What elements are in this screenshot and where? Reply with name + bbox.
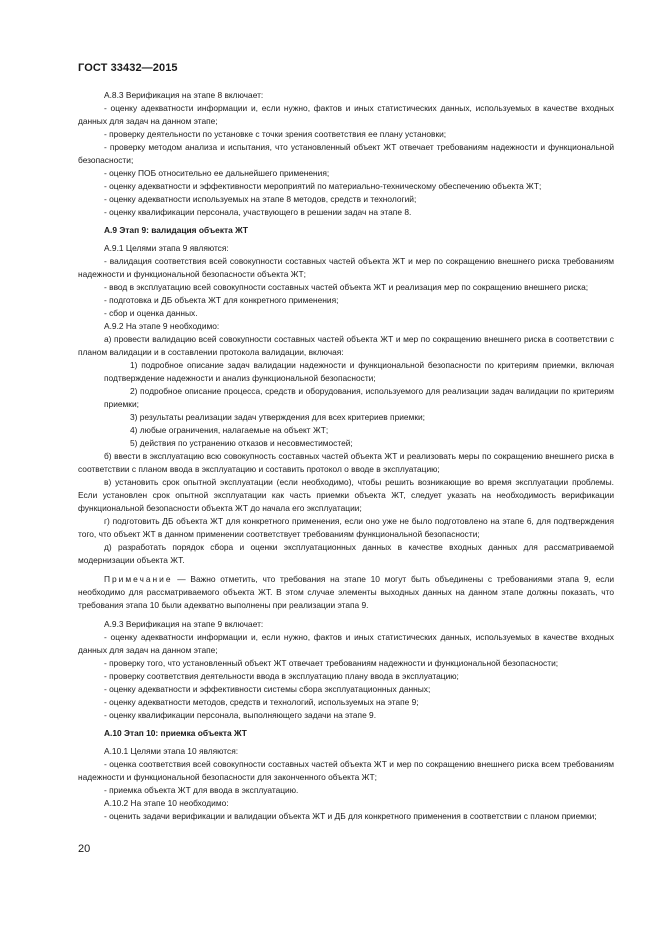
paragraph: А.10.1 Целями этапа 10 являются:	[104, 746, 239, 756]
paragraph: - проверку соответствия деятельности ввода в эксплуатацию плану ввода в эксплуатацию;	[104, 671, 459, 681]
paragraph: - оценку адекватности используемых на этапе 8 методов, средств и технологий;	[104, 194, 417, 204]
paragraph: - оценку адекватности методов, средств и технологий, используемых на этапе 9;	[104, 697, 419, 707]
paragraph: д) разработать порядок сбора и оценки эксплуатационных данных в качестве входных данных для рассматриваемой модернизации объекта ЖТ.	[78, 542, 614, 565]
paragraph: - ввод в эксплуатацию всей совокупности составных частей объекта ЖТ и реализация мер по сокращению внешнего риска;	[104, 282, 589, 292]
paragraph: - валидация соответствия всей совокупности составных частей объекта ЖТ и мер по сокращению внешнего риска требованиям надежности и функциональной безопасности объекта ЖТ;	[78, 256, 614, 279]
paragraph: г) подготовить ДБ объекта ЖТ для конкретного применения, если оно уже не было подготовлено на этапе 6, для подтверждения того, что объект ЖТ в данном применении соответствует требованиям функциональной безопасности;	[78, 516, 614, 539]
paragraph: а) провести валидацию всей совокупности составных частей объекта ЖТ и мер по сокращению внешнего риска в соответствии с планом валидации и в составлении протокола валидации, включая:	[78, 334, 614, 357]
paragraph: - оценку квалификации персонала, участвующего в решении задач на этапе 8.	[104, 207, 412, 217]
paragraph: - оценку адекватности и эффективности системы сбора эксплуатационных данных;	[104, 684, 431, 694]
paragraph: А.10.2 На этапе 10 необходимо:	[104, 798, 229, 808]
paragraph: б) ввести в эксплуатацию всю совокупность составных частей объекта ЖТ и реализовать меры по сокращению внешнего риска в соответствии с планом ввода в эксплуатацию и составить протокол о вводе в эксплуатацию;	[78, 451, 614, 474]
paragraph: - оценку адекватности и эффективности мероприятий по материально-техническому обеспечению объекта ЖТ;	[104, 181, 542, 191]
list-item: 5) действия по устранению отказов и несовместимостей;	[130, 438, 353, 448]
section-heading: А.10 Этап 10: приемка объекта ЖТ	[104, 728, 247, 738]
document-body	[78, 89, 614, 823]
note-paragraph	[78, 573, 614, 612]
list-item: 2) подробное описание процесса, средств и оборудования, используемого для реализации задач валидации по критериям приемки;	[104, 386, 614, 409]
paragraph: А.9.3 Верификация на этапе 9 включает:	[104, 619, 264, 629]
paragraph: - оценку ПОБ относительно ее дальнейшего применения;	[104, 168, 330, 178]
section-heading: А.9 Этап 9: валидация объекта ЖТ	[104, 225, 248, 235]
document-header: ГОСТ 33432—2015	[78, 62, 178, 74]
paragraph: - проверку методом анализа и испытания, что установленный объект ЖТ отвечает требованиям надежности и функциональной безопасности;	[78, 142, 614, 165]
list-item: 1) подробное описание задач валидации надежности и функциональной безопасности по критериям приемки, включая подтверждение надежности и анализ функциональной безопасности;	[104, 360, 614, 383]
list-item: 3) результаты реализации задач утверждения для всех критериев приемки;	[130, 412, 426, 422]
paragraph: - оценить задачи верификации и валидации объекта ЖТ и ДБ для конкретного применения в соответствии с планом приемки;	[104, 811, 597, 821]
paragraph: - приемка объекта ЖТ для ввода в эксплуатацию.	[104, 785, 299, 795]
paragraph: А.8.3 Верификация на этапе 8 включает:	[104, 90, 264, 100]
paragraph: - оценка соответствия всей совокупности составных частей объекта ЖТ и мер по сокращению внешнего риска всем требованиям надежности и функциональной безопасности для законченного объекта ЖТ;	[78, 759, 614, 782]
note-text: — Важно отметить, что требования на этапе 10 могут быть объединены с требованиями этапа 9, если необходимо для рассматриваемого объекта ЖТ. В этом случае элементы выходных данных на данном этапе должны показать, что требования этапа 10 были адекватно выполнены при реализации этапа 9.	[78, 574, 614, 610]
page-number: 20	[78, 843, 91, 855]
paragraph: А.9.2 На этапе 9 необходимо:	[104, 321, 220, 331]
paragraph: - сбор и оценка данных.	[104, 308, 198, 318]
paragraph: - оценку адекватности информации и, если нужно, фактов и иных статистических данных, используемых в качестве входных данных для задач на данном этапе;	[78, 103, 614, 126]
paragraph: - проверку того, что установленный объект ЖТ отвечает требованиям надежности и функциональной безопасности;	[104, 658, 559, 668]
paragraph: в) установить срок опытной эксплуатации (если необходимо), чтобы решить возникающие во время эксплуатации проблемы. Если установлен срок опытной эксплуатации как часть приемки объекта ЖТ, следует указать на необходимость верификации функциональной безопасности объекта ЖТ до начала его эксплуатации;	[78, 477, 614, 513]
paragraph: - оценку квалификации персонала, выполняющего задачи на этапе 9.	[104, 710, 377, 720]
list-item: 4) любые ограничения, налагаемые на объект ЖТ;	[130, 425, 329, 435]
paragraph: - оценку адекватности информации и, если нужно, фактов и иных статистических данных, используемых в качестве входных данных для задач на данном этапе;	[78, 632, 614, 655]
paragraph: А.9.1 Целями этапа 9 являются:	[104, 243, 229, 253]
paragraph: - проверку деятельности по установке с точки зрения соответствия ее плану установки;	[104, 129, 447, 139]
note-label: Примечание	[104, 574, 173, 584]
paragraph: - подготовка и ДБ объекта ЖТ для конкретного применения;	[104, 295, 339, 305]
